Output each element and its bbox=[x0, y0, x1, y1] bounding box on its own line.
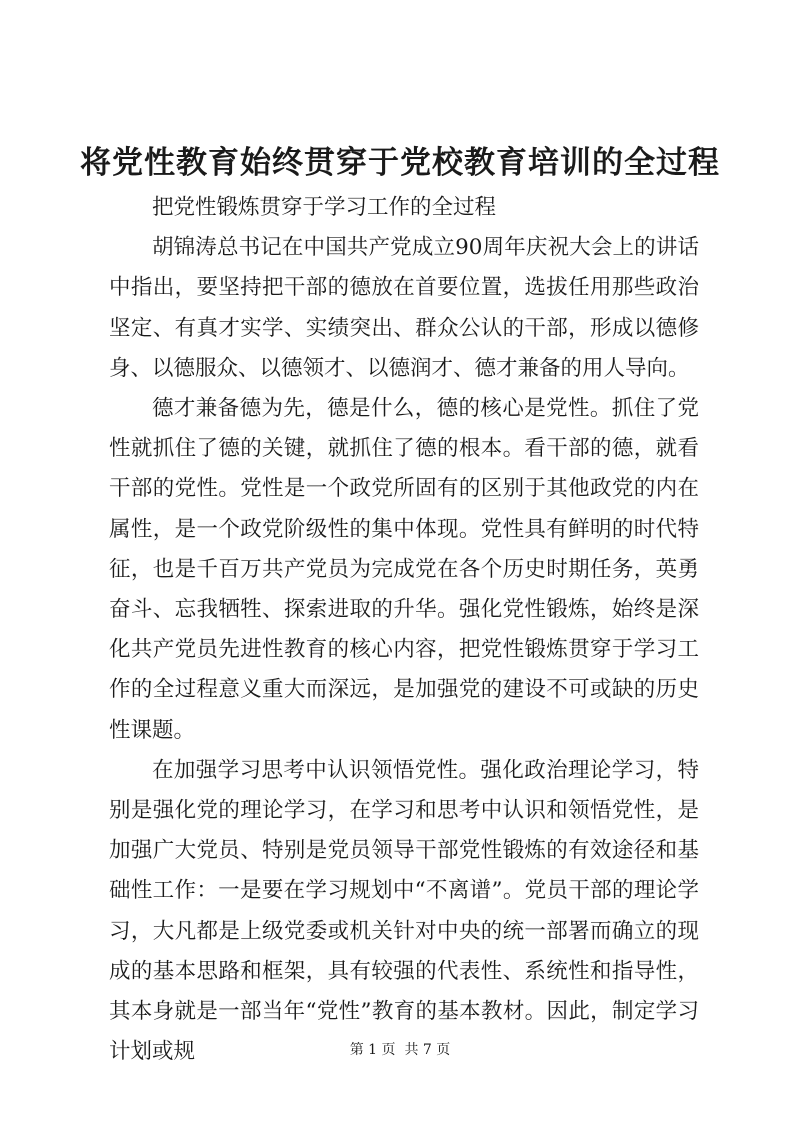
document-title: 将党性教育始终贯穿于党校教育培训的全过程 bbox=[80, 145, 720, 181]
body-paragraph: 胡锦涛总书记在中国共产党成立90周年庆祝大会上的讲话中指出，要坚持把干部的德放在首要位置，选拔任用那些政治坚定、有真才实学、实绩突出、群众公认的干部，形成以德修身、以德服众、以德领才、以德润才、德才兼备的用人导向。 bbox=[109, 235, 699, 381]
subtitle-paragraph: 把党性锻炼贯穿于学习工作的全过程 bbox=[152, 195, 497, 220]
page-number-footer: 第 1 页 共 7 页 bbox=[349, 1042, 451, 1058]
document-body bbox=[109, 188, 699, 1072]
body-paragraph: 德才兼备德为先，德是什么，德的核心是党性。抓住了党性就抓住了德的关键，就抓住了德的根本。看干部的德，就看干部的党性。党性是一个政党所固有的区别于其他政党的内在属性，是一个政党阶级性的集中体现。党性具有鲜明的时代特征，也是千百万共产党员为完成党在各个历史时期任务，英勇奋斗、忘我牺牲、探索进取的升华。强化党性锻炼，始终是深化共产党员先进性教育的核心内容，把党性锻炼贯穿于学习工作的全过程意义重大而深远，是加强党的建设不可或缺的历史性课题。 bbox=[109, 396, 699, 743]
body-paragraph: 在加强学习思考中认识领悟党性。强化政治理论学习，特别是强化党的理论学习，在学习和思考中认识和领悟党性，是加强广大党员、特别是党员领导干部党性锻炼的有效途径和基础性工作：一是要在学习规划中“不离谱”。党员干部的理论学习，大凡都是上级党委或机关针对中央的统一部署而确立的现成的基本思路和框架，具有较强的代表性、系统性和指导性，其本身就是一部当年“党性”教育的基本教材。因此，制定学习计划或规 bbox=[109, 757, 699, 1065]
